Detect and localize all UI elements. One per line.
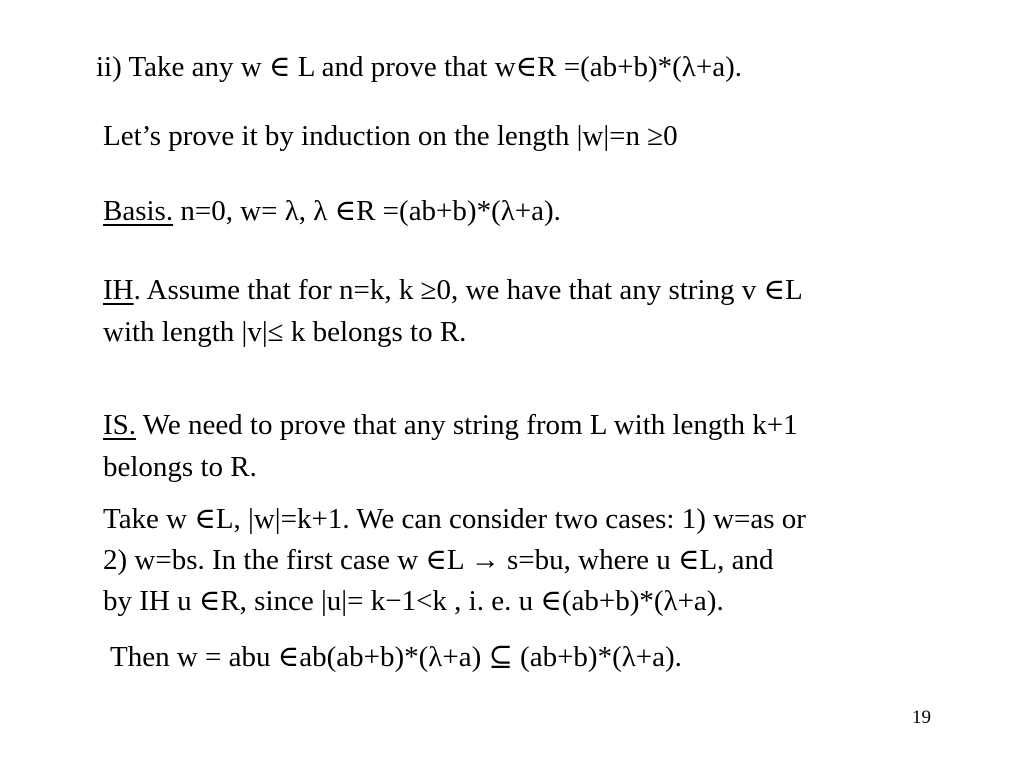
induction-intro: Let’s prove it by induction on the length |w|=n ≥0 (103, 120, 678, 152)
ih-text-1: . Assume that for n=k, k ≥0, we have that any string v ∈L (133, 274, 803, 306)
page-number: 19 (912, 707, 931, 728)
ih-line-1 (103, 269, 803, 311)
ih-label: IH (103, 274, 134, 306)
is-line-1 (103, 404, 798, 446)
is-text-1: We need to prove that any string from L with length k+1 (136, 409, 798, 441)
ih-line-2: with length |v|≤ k belongs to R. (103, 316, 467, 348)
is-label: IS. (103, 409, 137, 441)
is-line-2: belongs to R. (103, 451, 257, 483)
proof-line-2: 2) w=bs. In the first case w ∈L → s=bu, where u ∈L, and (103, 544, 774, 576)
conclusion: Then w = abu ∈ab(ab+b)*(λ+a) ⊆ (ab+b)*(λ+a). (110, 641, 682, 673)
proof-line-1: Take w ∈L, |w|=k+1. We can consider two cases: 1) w=as or (103, 503, 806, 535)
basis-step (103, 190, 561, 232)
basis-text: n=0, w= λ, λ ∈R =(ab+b)*(λ+a). (173, 195, 561, 227)
proof-line-3: by IH u ∈R, since |u|= k−1<k , i. e. u ∈(ab+b)*(λ+a). (103, 585, 724, 617)
basis-label: Basis. (103, 195, 174, 227)
slide-title: ii) Take any w ∈ L and prove that w∈R =(ab+b)*(λ+a). (96, 51, 742, 83)
